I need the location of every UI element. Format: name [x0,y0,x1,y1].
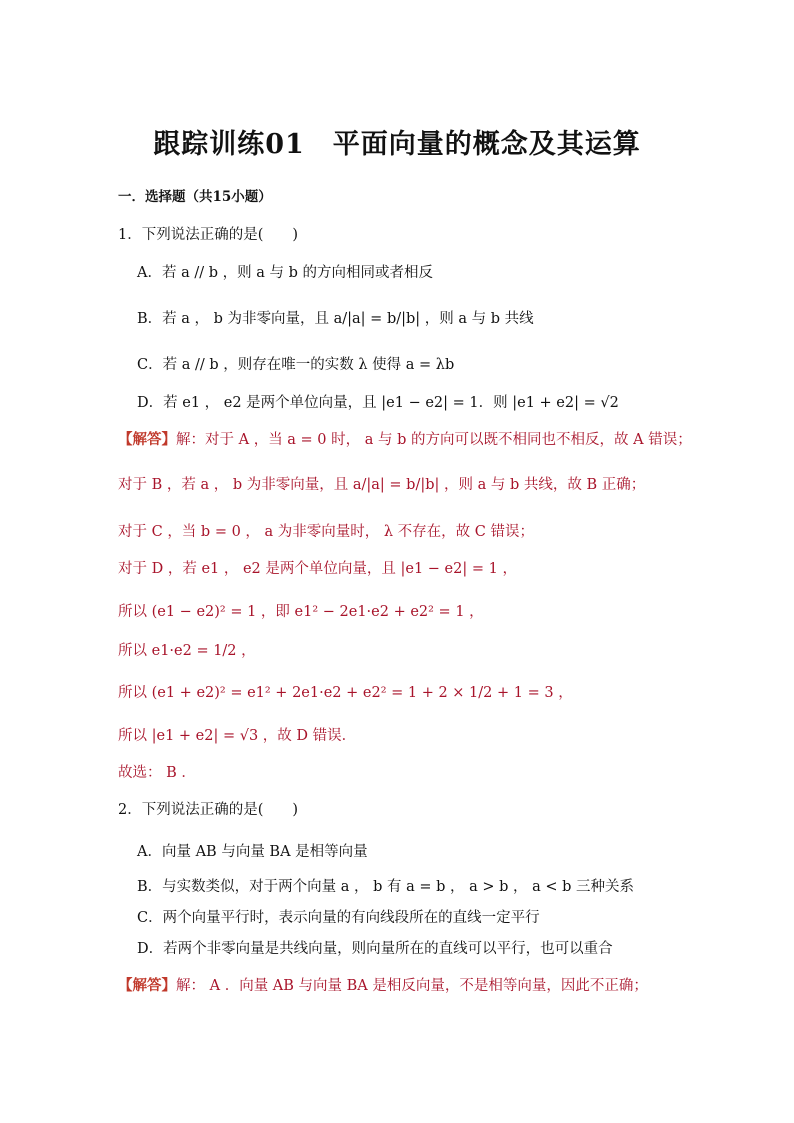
q1-answer-line-9: 故选： B ． [118,765,196,781]
q2-option-c: C．两个向量平行时，表示向量的有向线段所在的直线一定平行 [137,910,540,926]
q1-answer-line-7: 所以 (e1 + e2)² = e1² + 2e1·e2 + e2² = 1 + 2 × 1/2 + 1 = 3 ， [118,685,573,701]
q1-answer-line-2: 对于 B ，若 a ， b 为非零向量，且 a/|a| = b/|b| ，则 a 与 b 共线，故 B 正确； [118,477,646,493]
q2-stem: 2．下列说法正确的是( ) [118,802,299,818]
page-title: 跟踪训练01 平面向量的概念及其运算 [153,129,641,160]
q1-answer-line-8: 所以 |e1 + e2| = √3 ，故 D 错误． [118,728,357,744]
answer-tag: 【解答】 [118,431,176,448]
q2-option-d: D．若两个非零向量是共线向量，则向量所在的直线可以平行，也可以重合 [137,941,613,957]
answer-text: 解： A ．向量 AB 与向量 BA 是相反向量，不是相等向量，因此不正确； [176,978,648,994]
q1-answer-line-3: 对于 C ，当 b = 0 ， a 为非零向量时， λ 不存在，故 C 错误； [118,524,534,540]
q1-answer-line-4: 对于 D ，若 e1 ， e2 是两个单位向量，且 |e1 − e2| = 1 ， [118,561,517,577]
answer-tag: 【解答】 [118,977,176,994]
q1-option-c: C．若 a // b ，则存在唯一的实数 λ 使得 a = λb [137,357,455,373]
q2-answer-line-1 [118,976,648,996]
q1-answer-line-5: 所以 (e1 − e2)² = 1 ，即 e1² − 2e1·e2 + e2² = 1 ， [118,604,484,620]
q1-stem: 1．下列说法正确的是( ) [118,227,299,243]
answer-text: 解：对于 A ，当 a = 0 时， a 与 b 的方向可以既不相同也不相反，故 A 错误； [176,432,692,448]
q1-answer-line-6: 所以 e1·e2 = 1/2 ， [118,643,256,659]
q1-option-a: A．若 a // b ，则 a 与 b 的方向相同或者相反 [137,265,433,281]
q1-answer-line-1 [118,430,692,450]
q1-option-d: D．若 e1 ， e2 是两个单位向量，且 |e1 − e2| = 1．则 |e1 + e2| = √2 [137,395,619,411]
q1-option-b: B．若 a ， b 为非零向量，且 a/|a| = b/|b| ，则 a 与 b 共线 [137,311,534,327]
q2-option-b: B．与实数类似，对于两个向量 a ， b 有 a = b ， a > b ， a < b 三种关系 [137,879,635,895]
q2-option-a: A．向量 AB 与向量 BA 是相等向量 [137,844,368,860]
section-heading: 一．选择题（共15小题） [118,189,272,205]
